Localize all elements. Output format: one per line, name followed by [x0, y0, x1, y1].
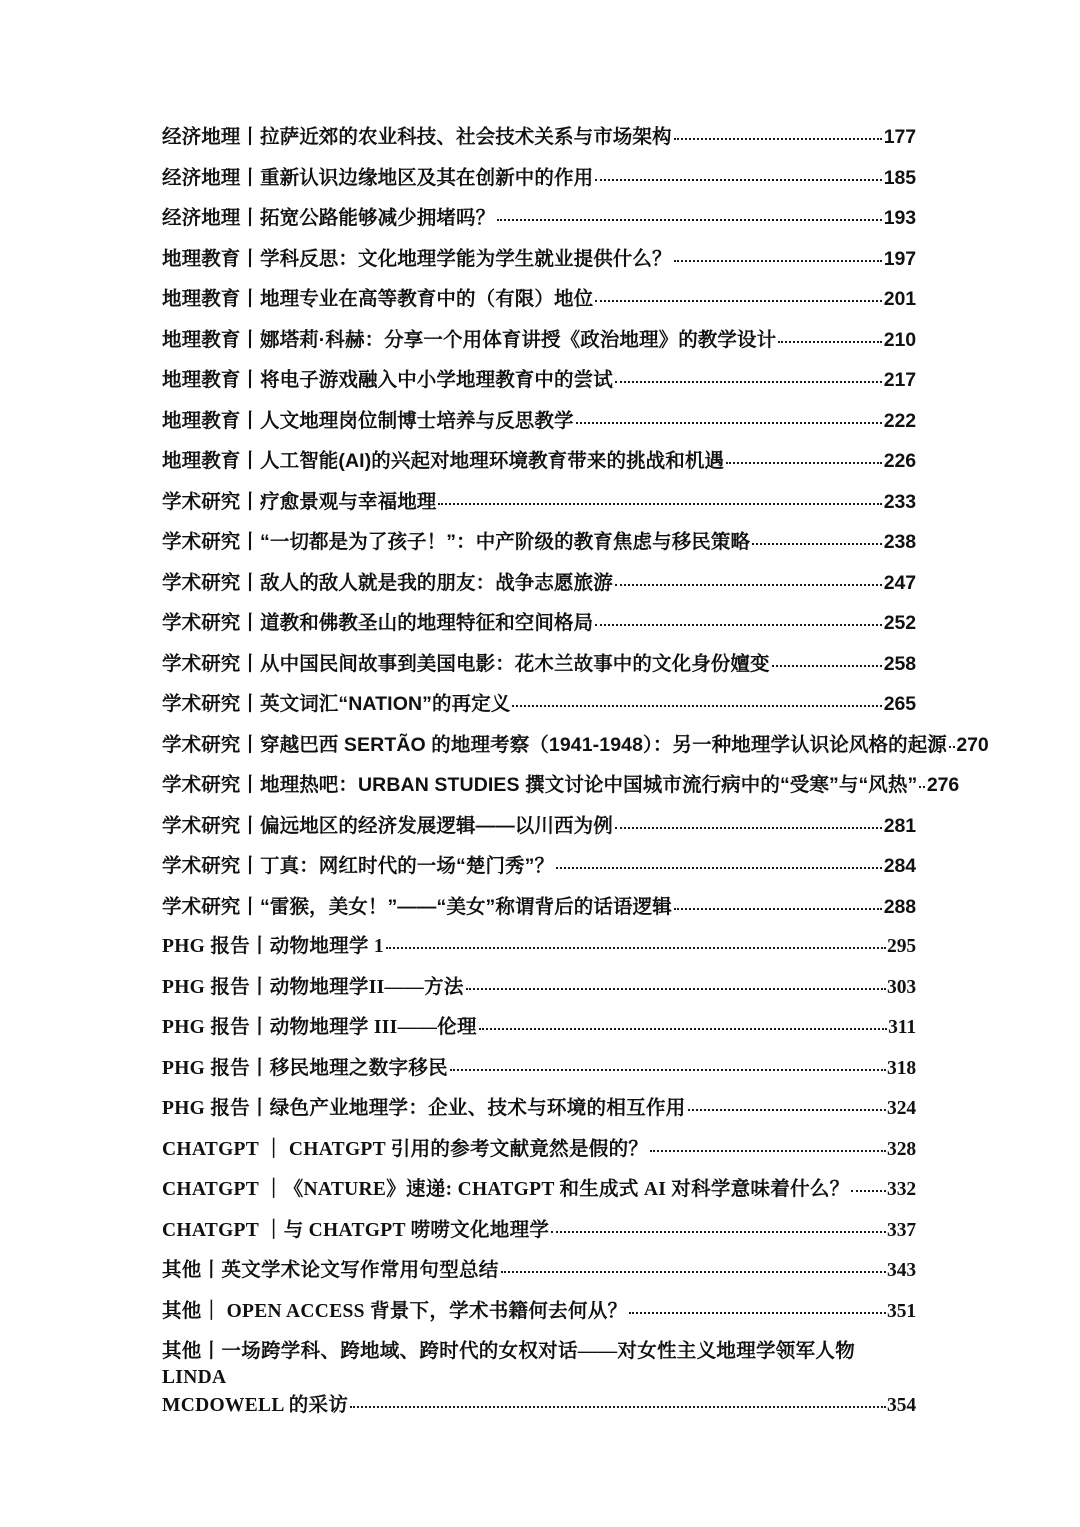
- dot-leader: [438, 488, 882, 504]
- toc-entry[interactable]: [162, 853, 916, 879]
- toc-entry-title: PHG 报告丨绿色产业地理学：企业、技术与环境的相互作用: [162, 1098, 686, 1119]
- toc-entry[interactable]: [162, 367, 916, 393]
- toc-page-number: 270: [956, 733, 989, 756]
- dot-leader: [595, 610, 882, 626]
- toc-page-number: 303: [887, 976, 916, 998]
- dot-leader: [450, 1054, 886, 1070]
- toc-page-number: 295: [887, 936, 916, 957]
- toc-entry-row: [162, 1096, 916, 1122]
- dot-leader: [595, 164, 882, 180]
- toc-entry-title-line1: 其他丨一场跨学科、跨地域、跨时代的女权对话——对女性主义地理学领军人物 LINDA: [162, 1341, 856, 1388]
- toc-entry-title: 学术研究丨道教和佛教圣山的地理特征和空间格局: [162, 612, 594, 634]
- dot-leader: [629, 1297, 885, 1313]
- toc-entry[interactable]: [162, 691, 916, 717]
- toc-page-number: 258: [883, 652, 916, 675]
- toc-entry-title: 学术研究丨穿越巴西 SERTÃO 的地理考察（1941-1948）：另一种地理学认识论风格的起源: [162, 733, 947, 756]
- toc-page-number: 185: [883, 166, 916, 189]
- toc-entry-title: 学术研究丨偏远地区的经济发展逻辑——以川西为例: [162, 814, 613, 837]
- toc-entry[interactable]: [162, 1137, 916, 1163]
- toc-entry-title: 经济地理丨重新认识边缘地区及其在创新中的作用: [162, 166, 594, 189]
- toc-entry-title: CHATGPT ｜《NATURE》速递: CHATGPT 和生成式 AI 对科学意味着什么？: [162, 1179, 850, 1200]
- toc-page-number: 238: [883, 531, 916, 553]
- toc-entry[interactable]: [162, 772, 960, 798]
- toc-entry-title: 地理教育丨人文地理岗位制博士培养与反思教学: [162, 409, 574, 432]
- toc-entry-title: 其他｜ OPEN ACCESS 背景下，学术书籍何去何从？: [162, 1300, 628, 1322]
- toc-entry-row: [162, 1177, 916, 1203]
- toc-entry-title: MCDOWELL 的采访: [162, 1395, 349, 1416]
- dot-leader: [726, 448, 882, 464]
- toc-entry[interactable]: [162, 124, 916, 150]
- dot-leader: [778, 326, 882, 342]
- toc-entry-row: [162, 894, 916, 920]
- toc-page-number: 328: [887, 1138, 916, 1160]
- toc-entry-row: [162, 1258, 916, 1284]
- dot-leader: [497, 205, 882, 221]
- toc-page-number: 343: [887, 1260, 916, 1281]
- toc-entry-title: PHG 报告丨动物地理学 1: [162, 936, 384, 957]
- toc-entry-row: [162, 651, 916, 677]
- dot-leader: [551, 1216, 885, 1232]
- toc-page-number: 276: [926, 774, 960, 796]
- toc-page-number: 311: [888, 1017, 916, 1038]
- dot-leader: [576, 407, 883, 423]
- toc-entry[interactable]: [162, 286, 916, 312]
- dot-leader: [674, 245, 883, 261]
- toc-entry-title: PHG 报告丨动物地理学 III——伦理: [162, 1017, 477, 1038]
- toc-entry-row: [162, 529, 916, 555]
- toc-entry-title: 地理教育丨将电子游戏融入中小学地理教育中的尝试: [162, 369, 613, 391]
- dot-leader: [512, 691, 882, 707]
- toc-entry-title: PHG 报告丨动物地理学II——方法: [162, 976, 464, 998]
- dot-leader: [615, 569, 882, 585]
- toc-entry-row: [162, 853, 916, 879]
- toc-entry[interactable]: [162, 408, 916, 434]
- toc-page-number: 210: [883, 328, 916, 351]
- toc-page-number: 233: [883, 490, 916, 513]
- toc-entry-row: [162, 165, 916, 191]
- dot-leader: [466, 973, 886, 989]
- dot-leader: [350, 1392, 885, 1408]
- toc-entry-row: [162, 246, 916, 272]
- toc-entry[interactable]: [162, 894, 916, 920]
- toc-entry[interactable]: [162, 813, 916, 839]
- toc-entry-title: 学术研究丨“一切都是为了孩子！”：中产阶级的教育焦虑与移民策略: [162, 531, 751, 553]
- toc-entry[interactable]: [162, 1096, 916, 1122]
- toc-entry-row: [162, 124, 916, 150]
- toc-entry[interactable]: [162, 975, 916, 1001]
- toc-entry-row: [162, 813, 916, 839]
- toc-page-number: 247: [883, 571, 916, 594]
- dot-leader: [949, 731, 955, 747]
- toc-entry[interactable]: [162, 448, 916, 474]
- toc-page-number: 177: [883, 126, 916, 148]
- toc-page-number: 288: [883, 895, 916, 918]
- toc-entry[interactable]: [162, 934, 916, 960]
- dot-leader: [615, 367, 882, 383]
- toc-entry-title: 地理教育丨娜塔莉·科赫：分享一个用体育讲授《政治地理》的教学设计: [162, 328, 777, 351]
- toc-entry-row: [162, 1137, 916, 1163]
- toc-entry-title: 经济地理丨拓宽公路能够减少拥堵吗？: [162, 207, 496, 229]
- toc-entry-row: [162, 489, 916, 515]
- toc-page-number: 337: [887, 1219, 916, 1241]
- toc-entry-title: 学术研究丨从中国民间故事到美国电影：花木兰故事中的文化身份嬗变: [162, 652, 770, 675]
- toc-entry[interactable]: [162, 489, 916, 515]
- dot-leader: [688, 1095, 886, 1111]
- toc-entry-title: 地理教育丨人工智能(AI)的兴起对地理环境教育带来的挑战和机遇: [162, 450, 725, 472]
- toc-page-number: 222: [883, 409, 916, 432]
- toc-page-number: 217: [883, 369, 916, 391]
- toc-page-number: 351: [887, 1300, 916, 1322]
- toc-entry-row: [162, 610, 916, 636]
- toc-entry-row: [162, 772, 960, 798]
- dot-leader: [752, 529, 882, 545]
- toc-entry-title: PHG 报告丨移民地理之数字移民: [162, 1057, 448, 1079]
- toc-page-number: 284: [883, 855, 916, 877]
- toc-entry-title: CHATGPT ｜ CHATGPT 引用的参考文献竟然是假的？: [162, 1138, 649, 1160]
- toc-entry[interactable]: [162, 1299, 916, 1325]
- toc-entry-row: [162, 1299, 916, 1325]
- toc-entry-row: [162, 1393, 916, 1419]
- toc-entry[interactable]: [162, 327, 916, 353]
- toc-entry-title: 地理教育丨学科反思：文化地理学能为学生就业提供什么？: [162, 247, 672, 270]
- toc-entry[interactable]: [162, 205, 916, 231]
- dot-leader: [851, 1176, 885, 1192]
- toc-page-number: 281: [883, 814, 916, 837]
- toc-entry-row: [162, 1015, 916, 1041]
- toc-entry[interactable]: [162, 1218, 916, 1244]
- toc-entry[interactable]: [162, 246, 916, 272]
- toc-entry[interactable]: [162, 570, 916, 596]
- toc-entry[interactable]: [162, 610, 916, 636]
- toc-entry-row: [162, 448, 916, 474]
- toc-entry[interactable]: [162, 1258, 916, 1284]
- toc-entry[interactable]: [162, 651, 916, 677]
- toc-entry-row: [162, 1056, 916, 1082]
- toc-entry-row: [162, 286, 916, 312]
- toc-entry[interactable]: [162, 529, 916, 555]
- dot-leader: [556, 853, 882, 869]
- toc-entry-title: 地理教育丨地理专业在高等教育中的（有限）地位: [162, 288, 594, 310]
- toc-page-number: 201: [883, 288, 916, 310]
- toc-page-number: 193: [883, 207, 916, 229]
- toc-entry-title: 其他丨英文学术论文写作常用句型总结: [162, 1260, 499, 1281]
- toc-page-number: 226: [883, 450, 916, 472]
- toc-entry-title: 学术研究丨敌人的敌人就是我的朋友：战争志愿旅游: [162, 571, 613, 594]
- toc-entry-title: 学术研究丨疗愈景观与幸福地理: [162, 490, 437, 513]
- toc-page-number: 324: [887, 1098, 916, 1119]
- dot-leader: [650, 1135, 885, 1151]
- toc-entry-row: [162, 408, 916, 434]
- toc-entry[interactable]: [162, 732, 989, 758]
- toc-entry[interactable]: [162, 1015, 916, 1041]
- toc-entry-row: [162, 327, 916, 353]
- toc-entry[interactable]: [162, 165, 916, 191]
- toc-entry-title: 学术研究丨丁真：网红时代的一场“楚门秀”？: [162, 855, 555, 877]
- table-of-contents: [162, 124, 989, 1434]
- dot-leader: [674, 124, 883, 140]
- toc-page-number: 252: [883, 612, 916, 634]
- toc-entry-title: 经济地理丨拉萨近郊的农业科技、社会技术关系与市场架构: [162, 126, 672, 148]
- toc-page-number: 265: [883, 693, 916, 715]
- toc-entry[interactable]: [162, 1177, 916, 1203]
- toc-entry-row: [162, 975, 916, 1001]
- toc-entry[interactable]: [162, 1056, 916, 1082]
- toc-entry-row: [162, 570, 916, 596]
- toc-page-number: 318: [887, 1057, 916, 1079]
- dot-leader: [772, 650, 883, 666]
- dot-leader: [386, 933, 886, 949]
- toc-entry-title: CHATGPT ｜与 CHATGPT 唠唠文化地理学: [162, 1219, 550, 1241]
- dot-leader: [595, 286, 882, 302]
- dot-leader: [479, 1014, 887, 1030]
- toc-entry-title: 学术研究丨英文词汇“NATION”的再定义: [162, 693, 511, 715]
- dot-leader: [615, 812, 882, 828]
- toc-entry-title: 学术研究丨地理热吧：URBAN STUDIES 撰文讨论中国城市流行病中的“受寒”与“风热”: [162, 774, 918, 796]
- toc-entry-title: 学术研究丨“雷猴，美女！”——“美女”称谓背后的话语逻辑: [162, 895, 672, 918]
- toc-entry-row: [162, 934, 916, 960]
- toc-page-number: 354: [887, 1395, 916, 1416]
- toc-page-number: 197: [883, 247, 916, 270]
- toc-entry-row: [162, 1218, 916, 1244]
- dot-leader: [501, 1257, 886, 1273]
- toc-entry-row: [162, 732, 989, 758]
- toc-entry-row: [162, 367, 916, 393]
- toc-entry[interactable]: [162, 1339, 916, 1419]
- toc-entry-row: [162, 691, 916, 717]
- dot-leader: [919, 772, 925, 788]
- toc-entry-row: [162, 205, 916, 231]
- dot-leader: [674, 893, 882, 909]
- toc-page-number: 332: [887, 1179, 916, 1200]
